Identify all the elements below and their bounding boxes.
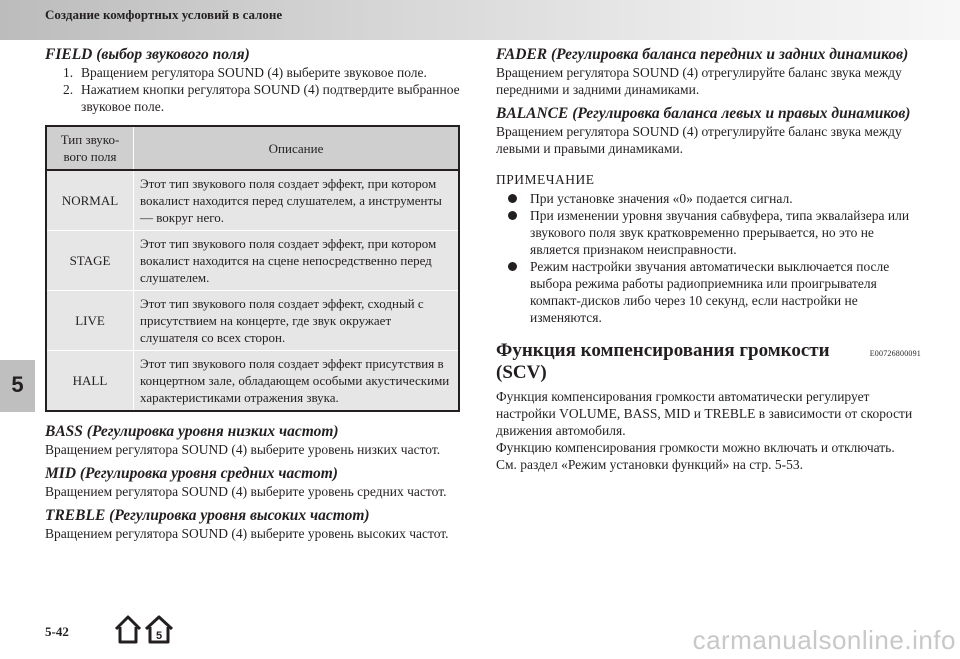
field-description-cell: Этот тип звукового поля создает эффект, сходный с присутствием на концерте, где звук окружает слушателя со всех сторон. xyxy=(134,291,460,351)
mid-heading: MID (Регулировка уровня средних частот) xyxy=(45,465,338,482)
chapter-tab-label: 5 xyxy=(11,372,24,397)
sound-field-table xyxy=(45,125,460,412)
scv-heading: Функция компенсирования громкости (SCV) xyxy=(496,340,830,383)
mid-text: Вращением регулятора SOUND (4) выберите уровень средних частот. xyxy=(45,484,447,499)
note-text: При изменении уровня звучания сабвуфера, типа эквалайзера или звукового поля звук кратковременно прерывается, но это не является признаком неисправности. xyxy=(530,208,910,257)
balance-section xyxy=(496,104,921,157)
column-header-type: Тип звуко-вого поля xyxy=(46,126,134,170)
field-type-cell: STAGE xyxy=(46,231,134,291)
note-item xyxy=(496,258,921,326)
section-home-icon[interactable] xyxy=(146,617,172,642)
left-column xyxy=(45,45,460,542)
step-item xyxy=(45,81,460,115)
table-row xyxy=(46,351,459,412)
bullet-icon xyxy=(508,211,517,220)
home-icon[interactable] xyxy=(116,617,140,642)
note-item xyxy=(496,207,921,258)
footer-icons-svg xyxy=(113,612,177,646)
scv-paragraph-1: Функция компенсирования громкости автоматически регулирует настройки VOLUME, BASS, MID и TREBLE в зависимости от скорости движения автомобиля. xyxy=(496,389,913,438)
page-header-title: Создание комфортных условий в салоне xyxy=(45,7,283,22)
field-description-cell: Этот тип звукового поля создает эффект присутствия в концертном зале, обладающем особыми акустическими характеристиками отражения звука. xyxy=(134,351,460,412)
scv-section xyxy=(496,340,921,473)
column-header-description: Описание xyxy=(134,126,460,170)
field-description-cell: Этот тип звукового поля создает эффект, при котором вокалист находится на сцене непосредственно перед слушателем. xyxy=(134,231,460,291)
fader-text: Вращением регулятора SOUND (4) отрегулируйте баланс звука между передними и задними динамиками. xyxy=(496,65,902,97)
treble-heading: TREBLE (Регулировка уровня высоких частот) xyxy=(45,507,370,524)
balance-heading: BALANCE (Регулировка баланса левых и правых динамиков) xyxy=(496,105,911,122)
bass-heading: BASS (Регулировка уровня низких частот) xyxy=(45,423,339,440)
field-type-cell: LIVE xyxy=(46,291,134,351)
step-item xyxy=(45,64,460,81)
field-type-cell: NORMAL xyxy=(46,170,134,231)
note-text: При установке значения «0» подается сигнал. xyxy=(530,191,793,206)
scv-code: E00726800091 xyxy=(869,349,921,358)
header-bar xyxy=(0,0,960,40)
field-heading: FIELD (выбор звукового поля) xyxy=(45,46,250,63)
fader-section xyxy=(496,45,921,98)
treble-text: Вращением регулятора SOUND (4) выберите уровень высоких частот. xyxy=(45,526,449,541)
note-text: Режим настройки звучания автоматически выключается после выбора режима работы радиоприемника или проигрывателя компакт-дисков либо через 10 секунд, если настройки не изменяются. xyxy=(530,259,890,325)
note-title: ПРИМЕЧАНИЕ xyxy=(496,172,595,187)
watermark: carmanualsonline.info xyxy=(692,625,956,655)
mid-section xyxy=(45,464,460,500)
footer-icons xyxy=(113,612,177,651)
step-number: 2. xyxy=(63,82,74,97)
bullet-icon xyxy=(508,194,517,203)
bass-text: Вращением регулятора SOUND (4) выберите уровень низких частот. xyxy=(45,442,441,457)
table-row xyxy=(46,170,459,231)
bass-section xyxy=(45,422,460,458)
fader-heading: FADER (Регулировка баланса передних и задних динамиков) xyxy=(496,46,909,63)
note-list xyxy=(496,190,921,326)
scv-paragraph-3: См. раздел «Режим установки функций» на стр. 5-53. xyxy=(496,457,803,472)
field-type-cell: HALL xyxy=(46,351,134,412)
right-column xyxy=(496,45,921,473)
balance-text: Вращением регулятора SOUND (4) отрегулируйте баланс звука между левыми и правыми динамиками. xyxy=(496,124,902,156)
section-home-badge: 5 xyxy=(155,630,163,642)
table-row xyxy=(46,291,459,351)
scv-heading-row xyxy=(496,340,921,384)
note-section xyxy=(496,171,921,326)
chapter-tab xyxy=(0,360,35,412)
step-number: 1. xyxy=(63,65,74,80)
treble-section xyxy=(45,506,460,542)
table-row xyxy=(46,231,459,291)
table-header-row xyxy=(46,126,459,170)
note-item xyxy=(496,190,921,207)
bullet-icon xyxy=(508,262,517,271)
field-description-cell: Этот тип звукового поля создает эффект, при котором вокалист находится перед слушателем, а инструменты — вокруг него. xyxy=(134,170,460,231)
step-text: Вращением регулятора SOUND (4) выберите звуковое поле. xyxy=(81,65,427,80)
step-text: Нажатием кнопки регулятора SOUND (4) подтвердите выбранное звуковое поле. xyxy=(81,82,460,114)
scv-paragraph-2: Функцию компенсирования громкости можно включать и отключать. xyxy=(496,440,895,455)
page-number: 5-42 xyxy=(45,624,69,639)
field-steps xyxy=(45,64,460,115)
